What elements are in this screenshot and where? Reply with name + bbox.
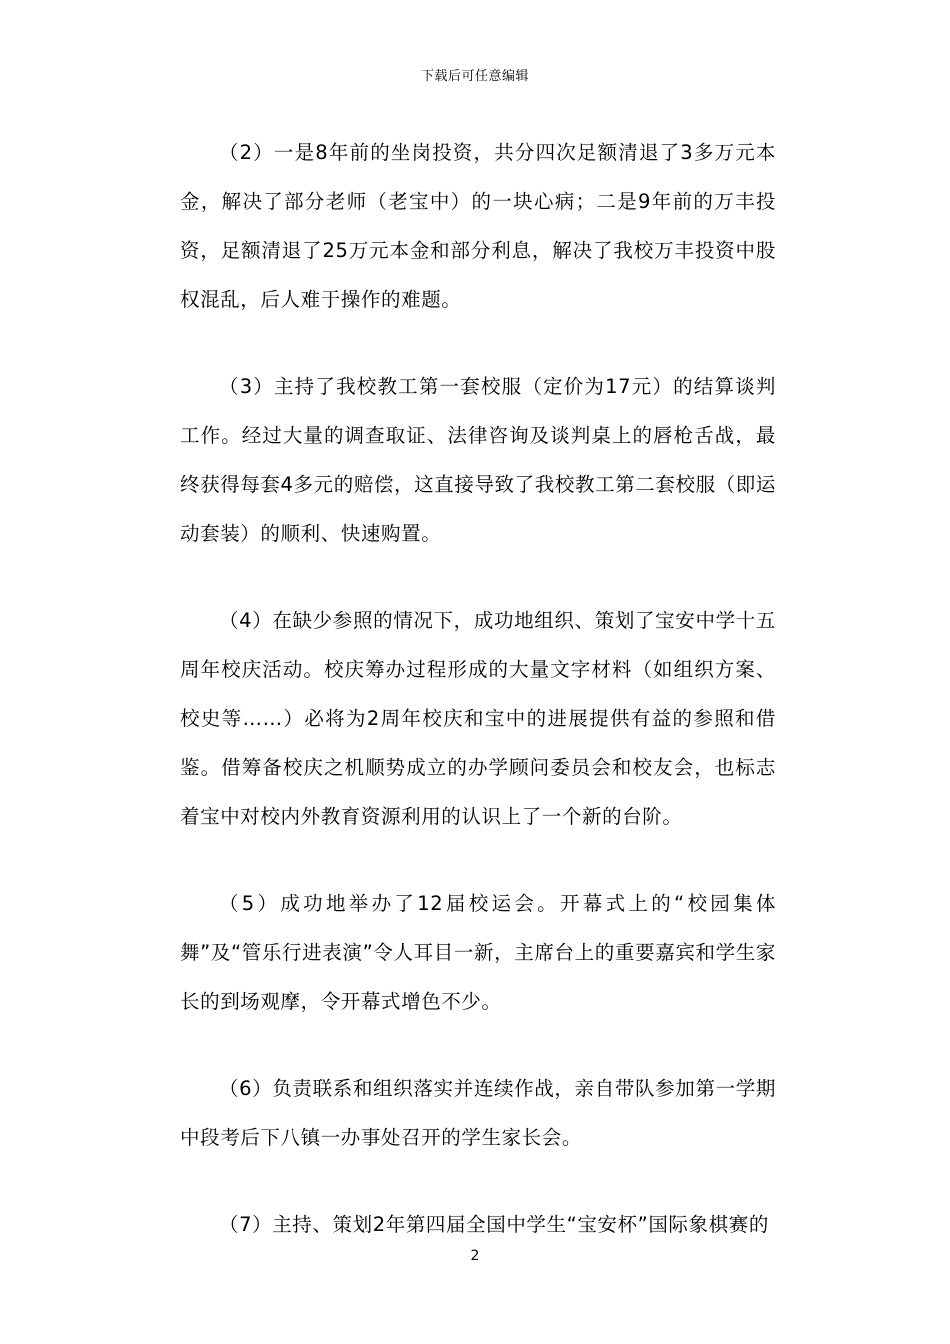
paragraph-6: （6）负责联系和组织落实并连续作战，亲自带队参加第一学期中段考后下八镇一办事处召开的学生家长会。 bbox=[180, 1077, 776, 1149]
document-body bbox=[180, 128, 776, 1249]
page-header: 下载后可任意编辑 bbox=[420, 69, 529, 84]
paragraph-2: （2）一是8年前的坐岗投资，共分四次足额清退了3多万元本金，解决了部分老师（老宝中）的一块心病；二是9年前的万丰投资，足额清退了25万元本金和部分利息，解决了我校万丰投资中股权混乱，后人难于操作的难题。 bbox=[180, 141, 776, 311]
page-number: 2 bbox=[470, 1248, 480, 1264]
paragraph-3: （3）主持了我校教工第一套校服（定价为17元）的结算谈判工作。经过大量的调查取证、法律咨询及谈判桌上的唇枪舌战，最终获得每套4多元的赔偿，这直接导致了我校教工第二套校服（即运动套装）的顺利、快速购置。 bbox=[180, 375, 776, 545]
paragraph-4: （4）在缺少参照的情况下，成功地组织、策划了宝安中学十五周年校庆活动。校庆筹办过程形成的大量文字材料（如组织方案、校史等……）必将为2周年校庆和宝中的进展提供有益的参照和借鉴。借筹备校庆之机顺势成立的办学顾问委员会和校友会，也标志着宝中对校内外教育资源利用的认识上了一个新的台阶。 bbox=[180, 609, 776, 828]
paragraph-5: （5）成功地举办了12届校运会。开幕式上的“校园集体舞”及“管乐行进表演”令人耳目一新，主席台上的重要嘉宾和学生家长的到场观摩，令开幕式增色不少。 bbox=[180, 892, 776, 1013]
paragraph-7: （7）主持、策划2年第四届全国中学生“宝安杯”国际象棋赛的 bbox=[219, 1213, 769, 1236]
